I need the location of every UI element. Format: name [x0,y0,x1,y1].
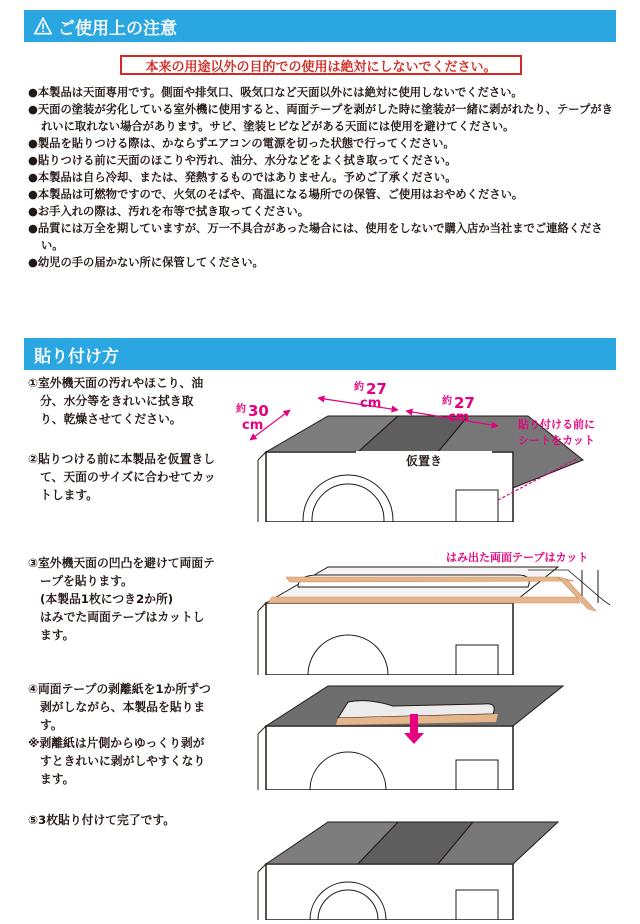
howto-header [24,338,616,370]
list-item: ● 製品を貼りつける際は、かならずエアコンの電源を切った状態で行ってください。 [28,135,616,152]
list-item: ● お手入れの際は、汚れを布等で拭き取ってください。 [28,203,616,220]
usage-warning: 本来の用途以外の目的での使用は絶対にしないでください。 [120,55,522,75]
step-4-text: ④両面テープの剥離紙を1か所ずつ剥がしながら、本製品を貼ります。 [28,682,211,732]
depth-unit: cm [242,418,264,433]
width2-unit: cm [448,410,470,425]
step-3-note-count: (本製品1枚につき2か所) [40,592,174,606]
caution-title: ご使用上の注意 [58,18,177,39]
caution-header [24,10,616,42]
list-item: ● 本製品は天面専用です。側面や排気口、吸気口など天面以外には絶対に使用しないでください。 [28,84,616,101]
illustration-tape [228,545,623,675]
step-3-text: ③室外機天面の凹凸を避けて両面テープを貼ります。 [28,556,215,588]
tape-cut-label: はみ出た両面テープはカット [446,551,589,564]
placement-label: 仮置き [405,454,443,468]
width1-unit: cm [360,396,382,411]
warning-icon [34,17,52,35]
illustration-peel [228,678,623,790]
caution-list [28,84,616,271]
approx-label-1: 約 [354,382,364,393]
illustration-complete [228,808,623,920]
list-item: ● 本製品は自ら冷却、または、発熱するものではありません。予めご了承ください。 [28,169,616,186]
approx-label-2: 約 [442,396,452,407]
list-item: ● 幼児の手の届かない所に保管してください。 [28,254,616,271]
step-4 [28,680,216,788]
list-item: ● 天面の塗装が劣化している室外機に使用すると、両面テープを剥がした時に塗装が一緒に剥がれたり、テープがきれいに取れない場合があります。サビ、塗装ヒビなどがある天面には使用を避けてください。 [28,101,616,135]
depth-value: 30 [248,402,269,420]
step-1 [28,374,216,428]
step-5-text: ⑤3枚貼り付けて完了です。 [28,813,176,827]
width2-value: 27 [454,394,475,412]
step-1-text: ①室外機天面の汚れやほこり、油分、水分等をきれいに拭き取り、乾燥させてください。 [28,376,204,426]
approx-label-3: 約 [236,404,246,415]
cut-label-line1: 貼り付ける前に [518,418,595,431]
step-2 [28,450,216,504]
howto-title: 貼り付け方 [34,346,119,367]
illustration-placement [228,380,623,522]
step-4-note: ※剥離紙は片側からゆっくり剥がすときれいに剥がしやすくなります。 [28,736,206,786]
width1-value: 27 [366,380,387,398]
step-5 [28,811,216,829]
step-3-note-cut: はみでた両面テープはカットします。 [40,610,205,642]
list-item: ● 貼りつける前に天面のほこりや汚れ、油分、水分などをよく拭き取ってください。 [28,152,616,169]
step-3 [28,554,216,644]
step-2-text: ②貼りつける前に本製品を仮置きして、天面のサイズに合わせてカットします。 [28,452,216,502]
cut-label-line2: シートをカット [518,434,595,447]
list-item: ● 品質には万全を期していますが、万一不具合があった場合には、使用をしないで購入店か当社までご連絡ください。 [28,220,616,254]
list-item: ● 本製品は可燃物ですので、火気のそばや、高温になる場所での保管、ご使用はおやめください。 [28,186,616,203]
